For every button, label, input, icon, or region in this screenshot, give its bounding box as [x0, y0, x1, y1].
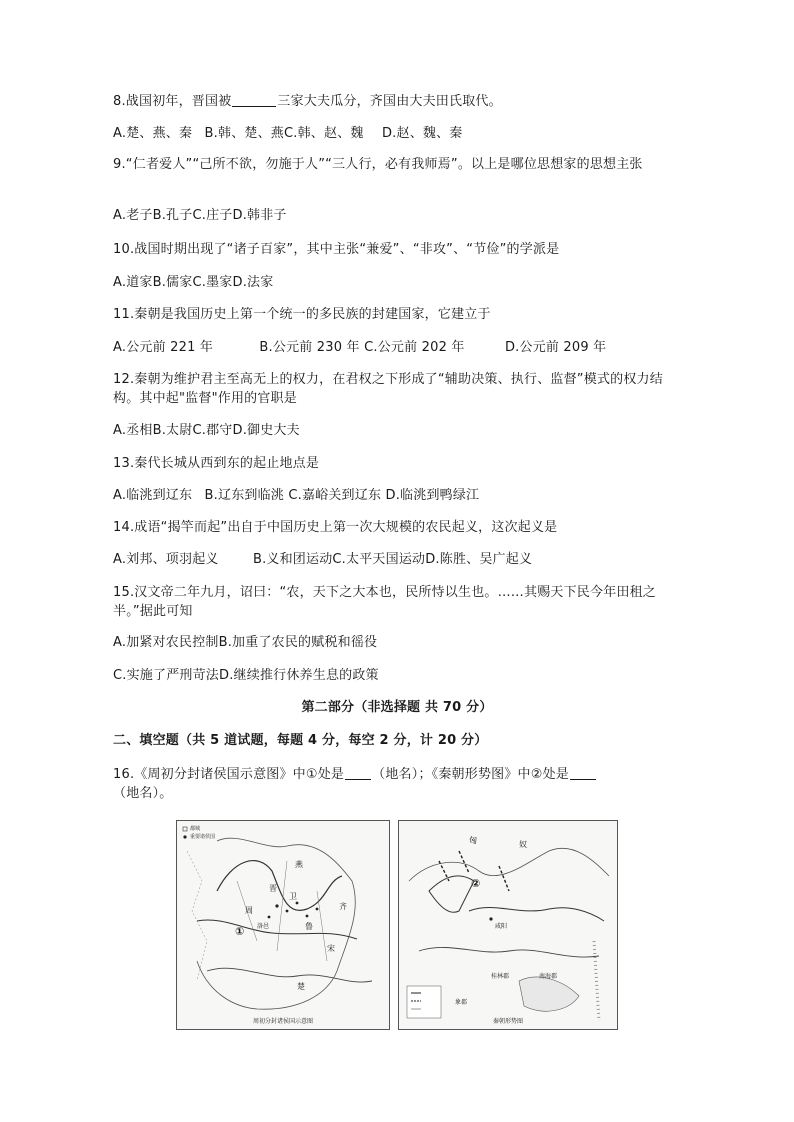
legend-capital: 都城 [190, 826, 201, 832]
option-c[interactable]: C.庄子 [192, 208, 233, 223]
part-two-title: 第二部分（非选择题 共 70 分） [301, 700, 493, 715]
map-label: 周 [245, 906, 253, 915]
answer-blank [232, 93, 276, 107]
option-d[interactable]: D.公元前 209 年 [504, 340, 607, 355]
map-label: 卫 [289, 892, 297, 901]
question-11-options [113, 338, 606, 357]
map-caption: 秦朝形势图 [492, 1018, 523, 1025]
option-a[interactable]: A.道家 [113, 275, 153, 290]
map-label: 桂林郡 [491, 973, 510, 980]
option-b[interactable]: B.义和团运动 [252, 552, 333, 567]
option-c[interactable]: C.嘉峪关到辽东 [288, 488, 382, 503]
map-label: 鲁 [305, 922, 313, 931]
map-marker-1: ① [235, 925, 245, 938]
answer-blank-2[interactable] [570, 766, 596, 780]
question-16 [113, 765, 678, 803]
option-d[interactable]: D.韩非子 [232, 208, 287, 223]
option-c[interactable]: C.韩、赵、魏 [284, 126, 364, 141]
map-qin-dynasty [398, 820, 618, 1030]
question-15-options-row2 [113, 666, 379, 685]
question-8-stem-after: 三家大夫瓜分，齐国由大夫田氏取代。 [277, 94, 502, 109]
answer-blank-1[interactable] [345, 766, 371, 780]
question-9: 9.“仁者爱人”“己所不欲，勿施于人”“三人行，必有我师焉”。以上是哪位思想家的思想主张 [113, 157, 643, 172]
option-b[interactable]: B.加重了农民的赋税和徭役 [218, 635, 378, 650]
question-10-options [113, 273, 273, 292]
question-8 [113, 92, 502, 111]
question-15-options-row1 [113, 633, 377, 652]
map-label: 燕 [295, 860, 303, 869]
map-qin-dynasty-drawing [399, 821, 617, 1029]
question-10: 10.战国时期出现了“诸子百家”，其中主张“兼爱”、“非攻”、“节俭”的学派是 [113, 242, 560, 257]
option-b[interactable]: B.韩、楚、燕 [204, 126, 284, 141]
map-marker-2: ② [471, 877, 481, 890]
map-label: 楚 [297, 982, 305, 991]
map-label: 匈 [469, 836, 477, 845]
question-13: 13.秦代长城从西到东的起止地点是 [113, 456, 320, 471]
map-label: 齐 [339, 902, 347, 911]
option-a[interactable]: A.临洮到辽东 [113, 488, 193, 503]
question-14-options [113, 550, 532, 569]
question-13-options [113, 486, 479, 505]
option-d[interactable]: D.临洮到鸭绿江 [385, 488, 480, 503]
option-b[interactable]: B.公元前 230 年 [259, 340, 360, 355]
option-b[interactable]: B.孔子 [152, 208, 193, 223]
option-a[interactable]: A.楚、燕、秦 [113, 126, 193, 141]
option-d[interactable]: D.御史大夫 [232, 423, 300, 438]
option-a[interactable]: A.老子 [113, 208, 153, 223]
map-label: 象郡 [455, 999, 468, 1006]
option-c[interactable]: C.郡守 [192, 423, 233, 438]
question-15: 15.汉文帝二年九月，诏曰：“农，天下之大本也，民所恃以生也。……其赐天下民今年田租之半。”据此可知 [113, 585, 657, 619]
option-c[interactable]: C.太平天国运动 [332, 552, 426, 567]
map-caption: 周初分封诸侯国示意图 [252, 1018, 313, 1025]
option-b[interactable]: B.辽东到临洮 [204, 488, 284, 503]
option-c[interactable]: C.墨家 [192, 275, 233, 290]
option-d[interactable]: D.继续推行休养生息的政策 [219, 668, 379, 683]
question-9-options [113, 206, 287, 225]
map-label: 晋 [269, 884, 277, 893]
option-d[interactable]: D.陈胜、吴广起义 [425, 552, 533, 567]
map-label: 南海郡 [539, 973, 558, 980]
option-c[interactable]: C.实施了严刑苛法 [113, 668, 220, 683]
question-12-options [113, 421, 300, 440]
option-a[interactable]: A.丞相 [113, 423, 153, 438]
question-16-part2: （地名）；《秦朝形势图》中②处是 [372, 767, 569, 782]
question-16-part1: 16.《周初分封诸侯国示意图》中①处是 [113, 767, 345, 782]
option-d[interactable]: D.法家 [232, 275, 274, 290]
map-label: 洛邑 [257, 923, 270, 930]
option-a[interactable]: A.公元前 221 年 [113, 340, 214, 355]
question-8-stem-before: 8.战国初年，晋国被 [113, 94, 232, 109]
option-a[interactable]: A.加紧对农民控制 [113, 635, 219, 650]
question-12: 12.秦朝为维护君主至高无上的权力，在君权之下形成了“辅助决策、执行、监督”模式的权力结构。其中起"监督"作用的官职是 [113, 372, 663, 406]
map-zhou-fiefs [176, 820, 390, 1030]
option-a[interactable]: A.刘邦、项羽起义 [113, 552, 219, 567]
option-c[interactable]: C.公元前 202 年 [364, 340, 465, 355]
question-11: 11.秦朝是我国历史上第一个统一的多民族的封建国家，它建立于 [113, 307, 491, 322]
map-label: 咸阳 [495, 923, 508, 930]
map-legend [190, 825, 215, 841]
section-two-title: 二、填空题（共 5 道试题，每题 4 分，每空 2 分，计 20 分） [113, 733, 488, 748]
option-b[interactable]: B.儒家 [152, 275, 193, 290]
map-label: 奴 [519, 840, 527, 849]
legend-vassal: 重要诸侯国 [190, 834, 216, 840]
map-zhou-fiefs-drawing [177, 821, 389, 1029]
option-d[interactable]: D.赵、魏、秦 [381, 126, 463, 141]
map-label: 宋 [327, 944, 335, 953]
question-14: 14.成语“揭竿而起”出自于中国历史上第一次大规模的农民起义，这次起义是 [113, 520, 558, 535]
question-8-options [113, 124, 463, 143]
question-16-part3: （地名）。 [113, 786, 173, 801]
option-b[interactable]: B.太尉 [152, 423, 193, 438]
maps-figure [176, 820, 616, 1030]
